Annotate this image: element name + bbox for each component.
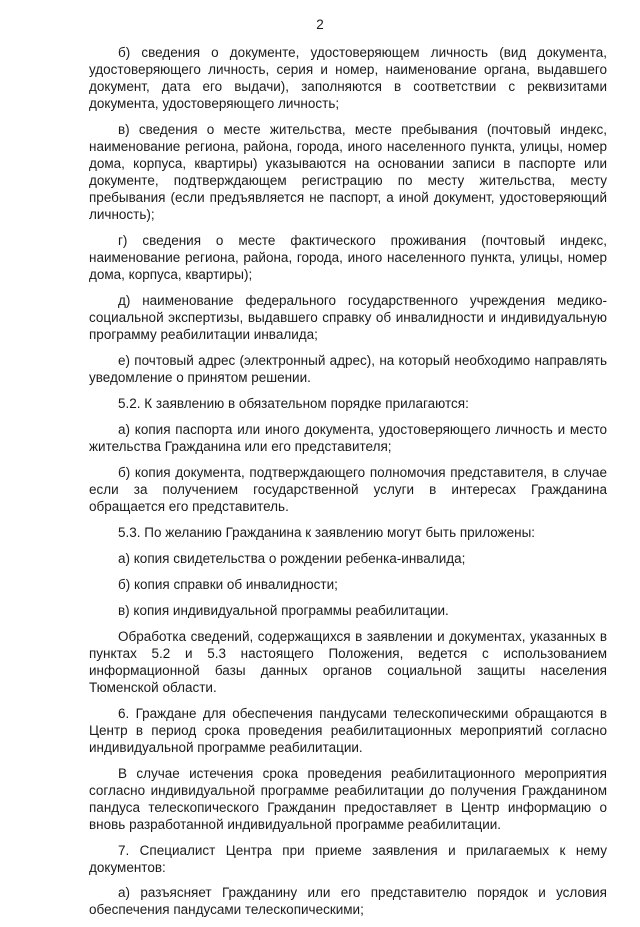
paragraph-residence-details: в) сведения о месте жительства, месте пребывания (почтовый индекс, наименование региона, района, города, иного населенного пункта, улицы, номер дома, корпуса, квартиры) указываются на основании записи в паспорте или документе, подтверждающем регистрацию по месту жительства, месту пребывания (если предъявляется не паспорт, а иной документ, удостоверяющий личность); xyxy=(89,122,607,222)
paragraph-rehab-program-copy: в) копия индивидуальной программы реабилитации. xyxy=(118,603,449,618)
paragraph-section-5-2: 5.2. К заявлению в обязательном порядке прилагаются: xyxy=(118,396,469,411)
paragraph-postal-address: е) почтовый адрес (электронный адрес), на который необходимо направлять уведомление о принятом решении. xyxy=(89,353,607,385)
paragraph-explains-procedure: а) разъясняет Гражданину или его представителю порядок и условия обеспечения пандусами телескопическими; xyxy=(89,885,607,917)
page-number: 2 xyxy=(316,17,324,32)
paragraph-section-5-3: 5.3. По желанию Гражданина к заявлению могут быть приложены: xyxy=(118,525,536,540)
paragraph-disability-certificate: б) копия справки об инвалидности; xyxy=(118,577,338,592)
document-body xyxy=(89,44,607,927)
paragraph-section-7: 7. Специалист Центра при приеме заявления и прилагаемых к нему документов: xyxy=(89,843,607,875)
paragraph-authority-copy: б) копия документа, подтверждающего полномочия представителя, в случае если за получением государственной услуги в интересах Гражданина обращается его представитель. xyxy=(89,465,607,514)
paragraph-section-6: 6. Граждане для обеспечения пандусами телескопическими обращаются в Центр в период срока проведения реабилитационных мероприятий согласно индивидуальной программе реабилитации. xyxy=(89,706,607,755)
paragraph-actual-residence: г) сведения о месте фактического проживания (почтовый индекс, наименование региона, района, города, иного населенного пункта, улицы, номер дома, корпуса, квартиры); xyxy=(89,233,607,282)
paragraph-birth-certificate: а) копия свидетельства о рождении ребенка-инвалида; xyxy=(118,551,466,566)
paragraph-data-processing: Обработка сведений, содержащихся в заявлении и документах, указанных в пунктах 5.2 и 5.3 настоящего Положения, ведется с использованием информационной базы данных органов социальной защиты населения Тюменской области. xyxy=(89,629,607,695)
paragraph-term-expiry: В случае истечения срока проведения реабилитационного мероприятия согласно индивидуальной программе реабилитации до получения Гражданином пандуса телескопического Гражданин предоставляет в Центр информацию о вновь разработанной индивидуальной программе реабилитации. xyxy=(89,766,607,832)
paragraph-medical-expertise: д) наименование федерального государственного учреждения медико-социальной экспертизы, выдавшего справку об инвалидности и индивидуальную программу реабилитации инвалида; xyxy=(89,293,607,342)
paragraph-passport-copy: а) копия паспорта или иного документа, удостоверяющего личность и место жительства Гражданина или его представителя; xyxy=(89,422,607,454)
paragraph-passport-details: б) сведения о документе, удостоверяющем личность (вид документа, удостоверяющего личность, серия и номер, наименование органа, выдавшего документ, дата его выдачи), заполняются в соответствии с реквизитами документа, удостоверяющего личность; xyxy=(89,45,607,111)
